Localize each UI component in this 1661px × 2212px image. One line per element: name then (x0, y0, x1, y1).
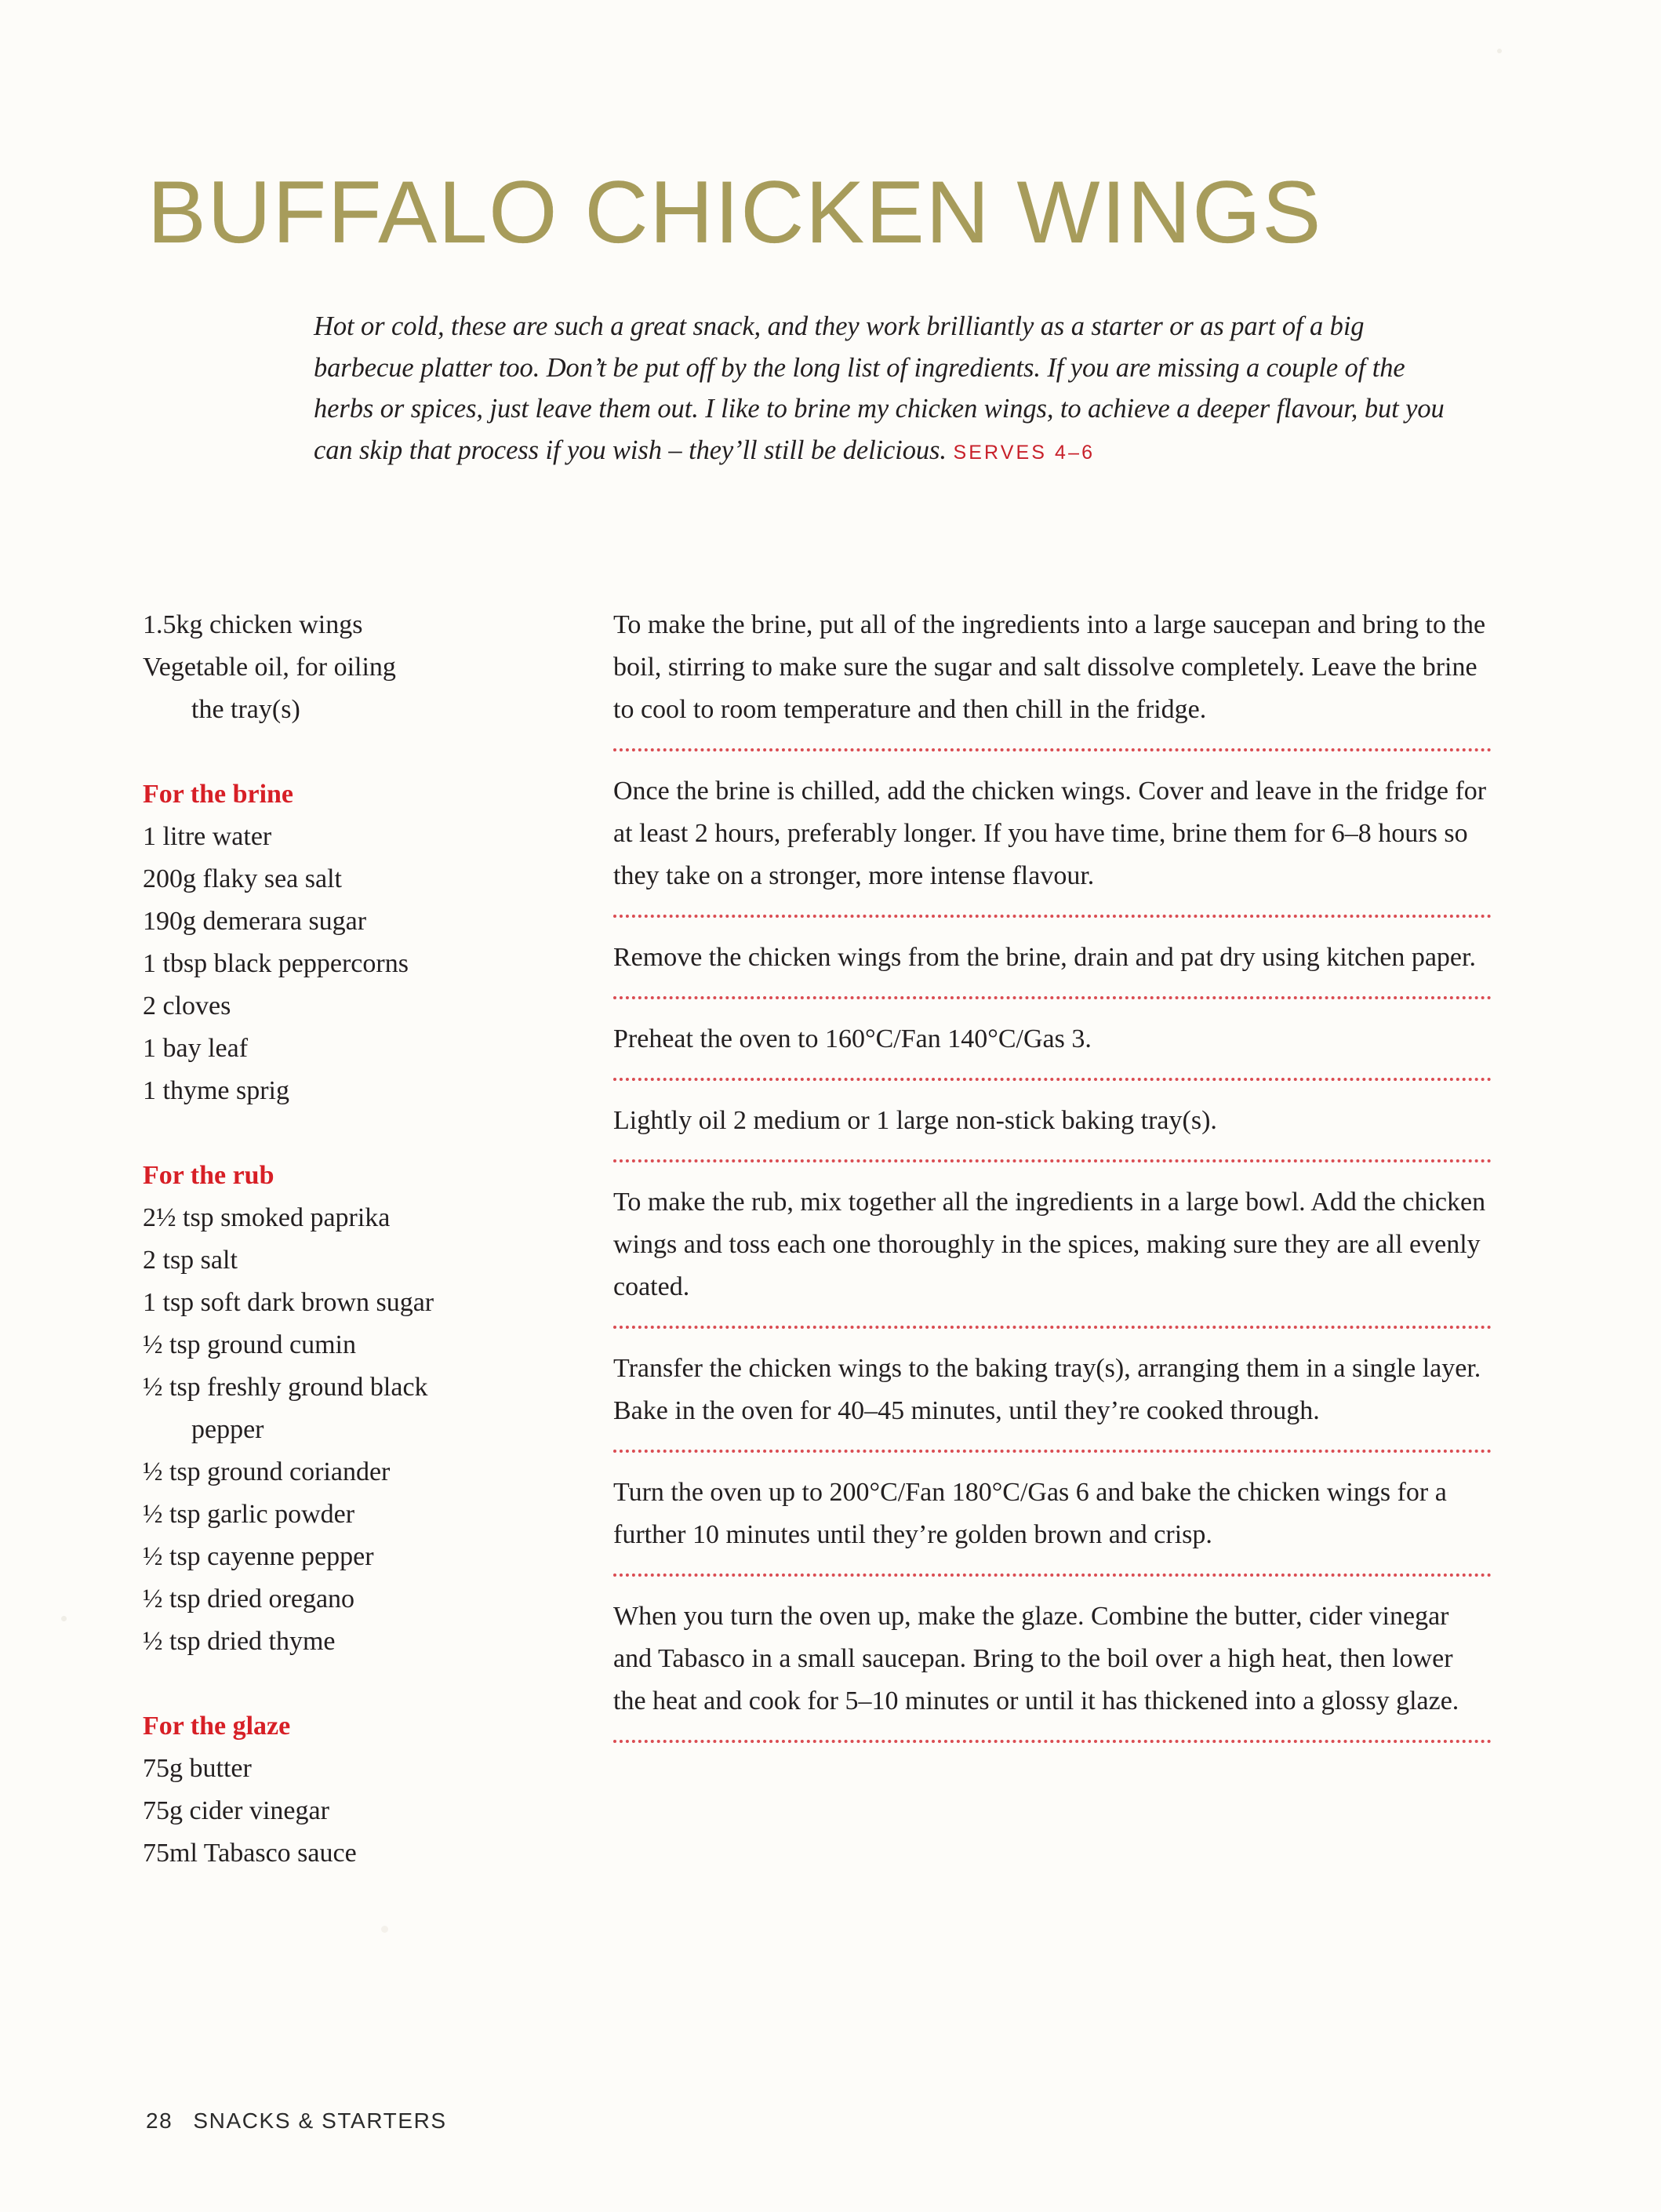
ingredient-item: 1 thyme sprig (143, 1076, 289, 1105)
ingredient-item: 75ml Tabasco sauce (143, 1839, 357, 1868)
ingredient-item: 190g demerara sugar (143, 907, 367, 936)
ingredient-item: ½ tsp garlic powder (143, 1500, 355, 1529)
page-number: 28 (146, 2108, 173, 2133)
ingredient-item: 200g flaky sea salt (143, 864, 342, 893)
paper-speck (61, 1616, 67, 1621)
method-step (613, 1348, 1492, 1432)
group-spacer (143, 731, 590, 773)
serves-label: SERVES 4–6 (953, 441, 1096, 464)
ingredient-item: 1 litre water (143, 822, 272, 851)
ingredients-column (143, 604, 590, 1875)
method-step-text: Once the brine is chilled, add the chicken wings. Cover and leave in the fridge for at least 2 hours, preferably longer. If you have time, brine them for 6–8 hours so they take on a stronger, more intense flavour. (613, 777, 1487, 890)
page-footer (146, 2108, 447, 2134)
recipe-intro-text: Hot or cold, these are such a great snack, and they work brilliantly as a starter or as part of a big barbecue platter too. Don’t be put off by the long list of ingredients. If you are missing a couple of the herbs or spices, just leave them out. I like to brine my chicken wings, to achieve a deeper flavour, but you can skip that process if you wish – they’ll still be delicious. (314, 311, 1445, 465)
method-step (613, 604, 1492, 731)
ingredient-item: ½ tsp dried thyme (143, 1627, 336, 1656)
step-divider (613, 1078, 1492, 1081)
ingredient-item: 1 bay leaf (143, 1034, 249, 1063)
method-step-text: Remove the chicken wings from the brine, drain and pat dry using kitchen paper. (613, 943, 1476, 972)
ingredient-item: ½ tsp ground coriander (143, 1457, 391, 1486)
ingredient-item-continuation: pepper (191, 1415, 264, 1444)
footer-section-label: SNACKS & STARTERS (193, 2108, 447, 2133)
group-spacer (143, 1112, 590, 1155)
group-spacer (143, 1663, 590, 1705)
method-step (613, 1472, 1492, 1556)
ingredients-group-glaze (143, 1705, 590, 1875)
paper-speck (381, 1926, 388, 1933)
step-divider (613, 1326, 1492, 1329)
ingredient-item: 2 cloves (143, 991, 231, 1021)
ingredient-item: ½ tsp freshly ground black (143, 1373, 428, 1402)
method-step-text: Preheat the oven to 160°C/Fan 140°C/Gas 3. (613, 1024, 1092, 1053)
method-step (613, 1595, 1492, 1723)
ingredient-item: 1 tsp soft dark brown sugar (143, 1288, 434, 1317)
method-step-text: Lightly oil 2 medium or 1 large non-stick baking tray(s). (613, 1106, 1217, 1135)
ingredient-item: 2 tsp salt (143, 1246, 238, 1275)
ingredient-item: 2½ tsp smoked paprika (143, 1203, 391, 1232)
method-step-text: To make the brine, put all of the ingredients into a large saucepan and bring to the boil, stirring to make sure the sugar and salt dissolve completely. Leave the brine to cool to room temperature and then chill in the fridge. (613, 610, 1486, 724)
ingredient-item: 75g butter (143, 1754, 252, 1783)
step-divider (613, 1740, 1492, 1743)
step-divider (613, 748, 1492, 751)
method-step (613, 1018, 1492, 1061)
method-step (613, 1100, 1492, 1142)
step-divider (613, 1159, 1492, 1162)
recipe-intro (314, 306, 1451, 473)
page-title: BUFFALO CHICKEN WINGS (147, 163, 1323, 262)
method-step (613, 937, 1492, 979)
ingredients-group-heading: For the rub (143, 1161, 274, 1190)
step-divider (613, 1574, 1492, 1577)
ingredient-item: ½ tsp ground cumin (143, 1330, 356, 1359)
step-divider (613, 915, 1492, 918)
ingredient-item: 1.5kg chicken wings (143, 610, 363, 639)
ingredient-item: Vegetable oil, for oiling (143, 653, 396, 682)
ingredient-item: ½ tsp dried oregano (143, 1584, 355, 1614)
method-step (613, 770, 1492, 897)
ingredients-group-base (143, 604, 590, 731)
ingredients-group-rub (143, 1155, 590, 1663)
ingredient-item-continuation: the tray(s) (191, 695, 300, 724)
ingredient-item: 75g cider vinegar (143, 1796, 329, 1825)
method-step (613, 1181, 1492, 1308)
method-step-text: When you turn the oven up, make the glaze. Combine the butter, cider vinegar and Tabasco in a small saucepan. Bring to the boil over a high heat, then lower the heat and cook for 5–10 minutes or until it has thickened into a glossy glaze. (613, 1602, 1459, 1715)
ingredient-item: ½ tsp cayenne pepper (143, 1542, 374, 1571)
method-step-text: Turn the oven up to 200°C/Fan 180°C/Gas 6 and bake the chicken wings for a further 10 minutes until they’re golden brown and crisp. (613, 1478, 1447, 1549)
step-divider (613, 996, 1492, 999)
ingredients-group-heading: For the glaze (143, 1712, 291, 1741)
method-step-text: To make the rub, mix together all the ingredients in a large bowl. Add the chicken wings and toss each one thoroughly in the spices, making sure they are all evenly coated. (613, 1188, 1486, 1301)
method-column (613, 604, 1492, 1762)
ingredients-group-heading: For the brine (143, 780, 294, 809)
method-step-text: Transfer the chicken wings to the baking tray(s), arranging them in a single layer. Bake in the oven for 40–45 minutes, until they’re cooked through. (613, 1354, 1481, 1425)
step-divider (613, 1450, 1492, 1453)
ingredient-item: 1 tbsp black peppercorns (143, 949, 409, 978)
paper-speck (1497, 49, 1502, 53)
ingredients-group-brine (143, 773, 590, 1112)
